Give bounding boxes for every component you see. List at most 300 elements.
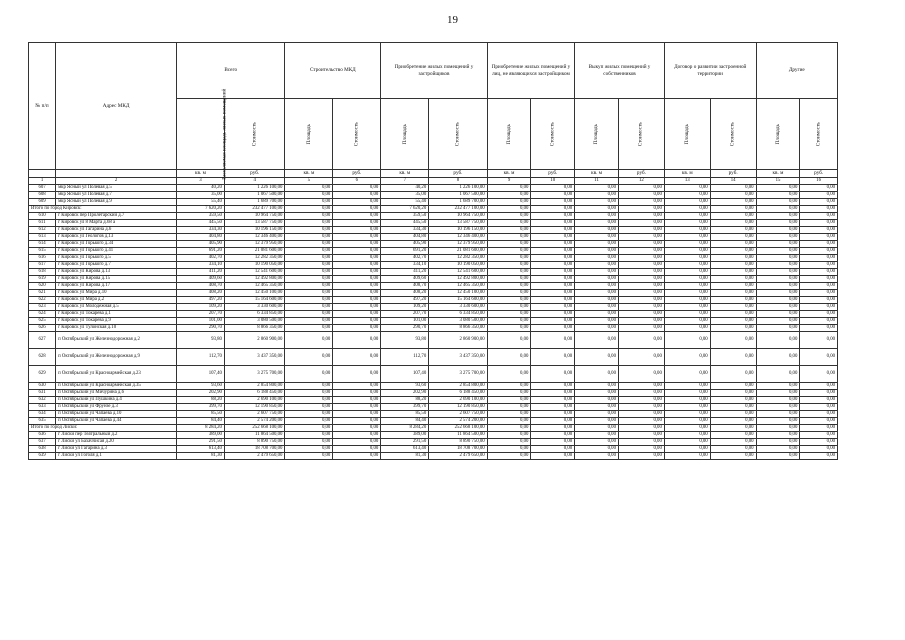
value-cell: 12 541 600,00 (224, 268, 284, 275)
value-cell: 3 330 600,00 (429, 303, 487, 310)
header-ploshad: Площадь (487, 99, 531, 170)
value-cell: 0,00 (710, 247, 756, 254)
value-cell: 0,00 (333, 424, 381, 431)
column-number: 13 (664, 177, 710, 184)
header-stoimost: Стоимость (333, 99, 381, 170)
value-cell: 0,00 (531, 247, 575, 254)
row-number: 627 (29, 331, 56, 348)
table-row (29, 261, 838, 268)
value-cell: 0,00 (664, 212, 710, 219)
value-cell: 0,00 (710, 331, 756, 348)
value-cell: 0,00 (756, 282, 800, 289)
value-cell: 0,00 (618, 226, 664, 233)
value-cell: 0,00 (710, 438, 756, 445)
units-cell: кв. м (285, 170, 333, 178)
value-cell: 0,00 (756, 268, 800, 275)
value-cell: 12 450 100,00 (429, 289, 487, 296)
value-cell: 0,00 (618, 191, 664, 198)
value-cell: 0,00 (575, 410, 619, 417)
value-cell: 18 708 700,00 (429, 445, 487, 452)
value-cell: 389,00 (381, 431, 429, 438)
value-cell: 0,00 (800, 424, 838, 431)
value-cell: 0,00 (710, 424, 756, 431)
address-cell: г Кировск пер Пролетарский д.7 (56, 212, 177, 219)
value-cell: 0,00 (618, 212, 664, 219)
table-row (29, 431, 838, 438)
value-cell: 0,00 (333, 396, 381, 403)
value-cell: 0,00 (756, 331, 800, 348)
value-cell: 7 620,20 (381, 205, 429, 212)
row-number: 607 (29, 184, 56, 191)
value-cell: 0,00 (664, 282, 710, 289)
address-cell: г Кировск ул Горького д.5 (56, 254, 177, 261)
value-cell: 0,00 (800, 282, 838, 289)
value-cell: 389,00 (177, 431, 225, 438)
value-cell: 405,90 (177, 240, 225, 247)
address-cell: г Кировск ул Токарева д.9 (56, 317, 177, 324)
row-number: 609 (29, 198, 56, 205)
value-cell: 0,00 (333, 317, 381, 324)
value-cell: 0,00 (487, 417, 531, 424)
value-cell: 0,00 (575, 226, 619, 233)
value-cell: 0,00 (531, 417, 575, 424)
column-number: 7 (381, 177, 429, 184)
value-cell: 12 379 950,00 (429, 240, 487, 247)
value-cell: 0,00 (756, 424, 800, 431)
value-cell: 0,00 (487, 403, 531, 410)
header-stoimost: Стоимость (531, 99, 575, 170)
value-cell: 55,40 (381, 198, 429, 205)
column-number: 6 (333, 177, 381, 184)
value-cell: 21 081 600,00 (224, 247, 284, 254)
value-cell: 0,00 (487, 184, 531, 191)
value-cell: 0,00 (756, 191, 800, 198)
value-cell: 0,00 (756, 417, 800, 424)
value-cell: 0,00 (618, 184, 664, 191)
value-cell: 0,00 (710, 389, 756, 396)
value-cell: 0,00 (575, 445, 619, 452)
table-row (29, 365, 838, 382)
value-cell: 0,00 (575, 424, 619, 431)
value-cell: 0,00 (285, 296, 333, 303)
value-cell: 12 379 950,00 (224, 240, 284, 247)
value-cell: 0,00 (487, 438, 531, 445)
value-cell: 0,00 (531, 348, 575, 365)
value-cell: 1 689 700,00 (429, 198, 487, 205)
value-cell: 0,00 (333, 233, 381, 240)
value-cell: 0,00 (800, 445, 838, 452)
value-cell: 35,00 (177, 191, 225, 198)
value-cell: 0,00 (575, 310, 619, 317)
value-cell: 359,50 (381, 212, 429, 219)
value-cell: 0,00 (756, 382, 800, 389)
table-row (29, 445, 838, 452)
value-cell: 0,00 (756, 389, 800, 396)
value-cell: 0,00 (285, 261, 333, 268)
value-cell: 232 477 100,00 (224, 205, 284, 212)
value-cell: 0,00 (710, 303, 756, 310)
table-row (29, 254, 838, 261)
value-cell: 0,00 (285, 396, 333, 403)
row-number: 626 (29, 324, 56, 331)
value-cell: 0,00 (487, 296, 531, 303)
value-cell: 691,20 (381, 247, 429, 254)
value-cell: 0,00 (618, 410, 664, 417)
value-cell: 0,00 (531, 233, 575, 240)
value-cell: 0,00 (531, 184, 575, 191)
value-cell: 0,00 (756, 198, 800, 205)
value-cell: 0,00 (756, 205, 800, 212)
units-cell (29, 170, 56, 178)
value-cell: 0,00 (618, 219, 664, 226)
value-cell: 0,00 (333, 289, 381, 296)
value-cell: 0,00 (800, 254, 838, 261)
header-vykup: Выкуп жилых помещений у собственников (575, 43, 665, 99)
table-row (29, 324, 838, 331)
value-cell: 12 450 100,00 (224, 289, 284, 296)
value-cell: 0,00 (800, 205, 838, 212)
value-cell: 0,00 (333, 240, 381, 247)
value-cell: 3 275 700,00 (429, 365, 487, 382)
value-cell: 0,00 (800, 310, 838, 317)
address-cell: п Октябрьский ул Красноармейская д.23 (56, 365, 177, 382)
table-row (29, 219, 838, 226)
address-cell: г Кировск ул 8 Марта д.68 а (56, 219, 177, 226)
value-cell: 0,00 (531, 191, 575, 198)
table-row (29, 296, 838, 303)
value-cell: 0,00 (531, 198, 575, 205)
units-cell: кв. м (381, 170, 429, 178)
value-cell: 0,00 (333, 445, 381, 452)
value-cell: 0,00 (575, 219, 619, 226)
value-cell: 0,00 (664, 348, 710, 365)
table-row (29, 240, 838, 247)
address-cell: п Октябрьский ул Мичурина д.6 (56, 389, 177, 396)
value-cell: 0,00 (800, 452, 838, 459)
value-cell: 81,30 (381, 452, 429, 459)
value-cell: 0,00 (756, 348, 800, 365)
value-cell: 0,00 (618, 289, 664, 296)
value-cell: 252 668 100,00 (429, 424, 487, 431)
value-cell: 0,00 (575, 289, 619, 296)
value-cell: 0,00 (756, 254, 800, 261)
value-cell: 18 708 700,00 (224, 445, 284, 452)
value-cell: 11 864 500,00 (224, 431, 284, 438)
value-cell: 399,70 (177, 403, 225, 410)
value-cell: 0,00 (333, 389, 381, 396)
address-cell: г Кировск ул Гагарина д.6 (56, 226, 177, 233)
value-cell: 0,00 (333, 254, 381, 261)
value-cell: 0,00 (333, 219, 381, 226)
value-cell: 0,00 (487, 268, 531, 275)
value-cell: 0,00 (575, 268, 619, 275)
value-cell: 411,20 (177, 268, 225, 275)
value-cell: 12 346 400,00 (429, 233, 487, 240)
value-cell: 0,00 (333, 205, 381, 212)
value-cell: 10 964 750,00 (224, 212, 284, 219)
value-cell: 0,00 (575, 233, 619, 240)
table-row (29, 331, 838, 348)
value-cell: 0,00 (664, 410, 710, 417)
value-cell: 1 689 700,00 (224, 198, 284, 205)
value-cell: 445,50 (381, 219, 429, 226)
value-cell: 0,00 (618, 317, 664, 324)
value-cell: 0,00 (800, 191, 838, 198)
row-number: 635 (29, 417, 56, 424)
value-cell: 88,20 (381, 396, 429, 403)
value-cell: 0,00 (756, 310, 800, 317)
value-cell: 0,00 (285, 219, 333, 226)
value-cell: 2 860 900,00 (224, 331, 284, 348)
column-numbers-row (29, 177, 838, 184)
value-cell: 0,00 (487, 226, 531, 233)
column-number: 15 (756, 177, 800, 184)
value-cell: 0,00 (710, 410, 756, 417)
row-number: 620 (29, 282, 56, 289)
value-cell: 55,40 (177, 198, 225, 205)
value-cell: 12 541 600,00 (429, 268, 487, 275)
value-cell: 291,50 (177, 438, 225, 445)
value-cell: 0,00 (285, 226, 333, 233)
header-rasselyaemaya: Расселяемая площадь жилых помещений (177, 99, 225, 170)
header-ploshad: Площадь (285, 99, 333, 170)
value-cell: 0,00 (664, 396, 710, 403)
value-cell: 0,00 (800, 348, 838, 365)
value-cell: 404,80 (381, 233, 429, 240)
value-cell: 0,00 (710, 445, 756, 452)
value-cell: 0,00 (618, 198, 664, 205)
value-cell: 0,00 (487, 310, 531, 317)
value-cell: 2 574 200,00 (429, 417, 487, 424)
value-cell: 404,80 (177, 233, 225, 240)
units-cell: кв. м (177, 170, 225, 178)
value-cell: 6 188 450,00 (429, 389, 487, 396)
value-cell: 0,00 (800, 226, 838, 233)
value-cell: 0,00 (575, 382, 619, 389)
units-cell: кв. м (487, 170, 531, 178)
value-cell: 0,00 (618, 382, 664, 389)
value-cell: 0,00 (487, 303, 531, 310)
value-cell: 408,20 (177, 289, 225, 296)
value-cell: 0,00 (575, 296, 619, 303)
value-cell: 0,00 (710, 403, 756, 410)
value-cell: 0,00 (285, 410, 333, 417)
value-cell: 0,00 (800, 198, 838, 205)
value-cell: 0,00 (333, 403, 381, 410)
value-cell: 3 080 500,00 (224, 317, 284, 324)
value-cell: 0,00 (487, 331, 531, 348)
value-cell: 0,00 (531, 282, 575, 289)
value-cell: 12 346 400,00 (224, 233, 284, 240)
value-cell: 0,00 (618, 403, 664, 410)
value-cell: 0,00 (664, 331, 710, 348)
value-cell: 0,00 (333, 310, 381, 317)
table-row (29, 382, 838, 389)
value-cell: 0,00 (285, 424, 333, 431)
value-cell: 0,00 (800, 324, 838, 331)
address-cell: г Кировск ул Горького д.7 (56, 261, 177, 268)
value-cell: 0,00 (664, 389, 710, 396)
value-cell: 0,00 (487, 282, 531, 289)
value-cell: 0,00 (618, 389, 664, 396)
address-cell: г Кировск ул Мира д.10 (56, 289, 177, 296)
value-cell: 40,20 (177, 184, 225, 191)
value-cell: 613,40 (177, 445, 225, 452)
value-cell: 0,00 (285, 452, 333, 459)
value-cell: 0,00 (487, 205, 531, 212)
value-cell: 0,00 (710, 396, 756, 403)
value-cell: 0,00 (333, 438, 381, 445)
value-cell: 8 890 750,00 (429, 438, 487, 445)
value-cell: 81,30 (177, 452, 225, 459)
row-number: 639 (29, 452, 56, 459)
value-cell: 0,00 (575, 331, 619, 348)
value-cell: 2 860 900,00 (429, 331, 487, 348)
value-cell: 2 607 750,00 (224, 410, 284, 417)
value-cell: 0,00 (710, 431, 756, 438)
value-cell: 0,00 (710, 348, 756, 365)
row-number: 612 (29, 226, 56, 233)
value-cell: 0,00 (756, 438, 800, 445)
value-cell: 0,00 (618, 365, 664, 382)
total-label: Итого по город Кировск: (29, 205, 177, 212)
value-cell: 0,00 (756, 184, 800, 191)
value-cell: 0,00 (756, 289, 800, 296)
value-cell: 0,00 (800, 396, 838, 403)
value-cell: 0,00 (756, 303, 800, 310)
value-cell: 0,00 (710, 198, 756, 205)
value-cell: 0,00 (664, 445, 710, 452)
table-row (29, 247, 838, 254)
value-cell: 0,00 (664, 296, 710, 303)
value-cell: 0,00 (664, 438, 710, 445)
value-cell: 0,00 (285, 382, 333, 389)
row-number: 624 (29, 310, 56, 317)
row-number: 617 (29, 261, 56, 268)
value-cell: 0,00 (333, 198, 381, 205)
value-cell: 0,00 (487, 324, 531, 331)
value-cell: 0,00 (664, 452, 710, 459)
units-cell: руб. (224, 170, 284, 178)
row-number: 608 (29, 191, 56, 198)
value-cell: 0,00 (664, 275, 710, 282)
value-cell: 0,00 (285, 282, 333, 289)
value-cell: 6 334 850,00 (224, 310, 284, 317)
value-cell: 0,00 (487, 212, 531, 219)
value-cell: 0,00 (487, 389, 531, 396)
value-cell: 93,80 (381, 331, 429, 348)
value-cell: 84,40 (177, 417, 225, 424)
address-cell: г Лиски ул Гагарина д.3 (56, 445, 177, 452)
value-cell: 0,00 (285, 198, 333, 205)
column-number: 5 (285, 177, 333, 184)
column-number: 2 (56, 177, 177, 184)
value-cell: 88,20 (177, 396, 225, 403)
value-cell: 0,00 (756, 365, 800, 382)
value-cell: 8 890 750,00 (224, 438, 284, 445)
value-cell: 107,40 (177, 365, 225, 382)
value-cell: 0,00 (487, 396, 531, 403)
value-cell: 0,00 (575, 205, 619, 212)
header-no: № п/п (29, 43, 56, 170)
value-cell: 7 620,20 (177, 205, 225, 212)
value-cell: 0,00 (800, 410, 838, 417)
address-cell: п Октябрьский ул Железнодорожная д.9 (56, 348, 177, 365)
value-cell: 112,70 (381, 348, 429, 365)
value-cell: 0,00 (531, 431, 575, 438)
address-cell: г Кировск ул Токарева д.1 (56, 310, 177, 317)
value-cell: 0,00 (333, 303, 381, 310)
value-cell: 0,00 (618, 233, 664, 240)
value-cell: 0,00 (531, 219, 575, 226)
value-cell: 0,00 (710, 233, 756, 240)
value-cell: 0,00 (756, 212, 800, 219)
table-row (29, 282, 838, 289)
value-cell: 0,00 (756, 403, 800, 410)
value-cell: 0,00 (618, 261, 664, 268)
address-cell: п Октябрьский ул Красноармейская д.35 (56, 382, 177, 389)
value-cell: 359,50 (177, 212, 225, 219)
value-cell: 0,00 (800, 317, 838, 324)
value-cell: 0,00 (756, 261, 800, 268)
value-cell: 0,00 (285, 438, 333, 445)
address-cell: г Кировск ул Геологов д.13 (56, 233, 177, 240)
table-body (29, 184, 838, 459)
address-cell: п Октябрьский ул Чапаева д.44 (56, 417, 177, 424)
value-cell: 0,00 (285, 317, 333, 324)
units-cell: кв. м (664, 170, 710, 178)
value-cell: 0,00 (664, 240, 710, 247)
value-cell: 0,00 (575, 240, 619, 247)
value-cell: 0,00 (800, 261, 838, 268)
value-cell: 0,00 (664, 417, 710, 424)
row-number: 616 (29, 254, 56, 261)
address-cell: г Кировск ул Горького д.34 (56, 240, 177, 247)
value-cell: 0,00 (618, 396, 664, 403)
value-cell: 2 574 200,00 (224, 417, 284, 424)
row-number: 625 (29, 317, 56, 324)
value-cell: 0,00 (531, 365, 575, 382)
value-cell: 0,00 (664, 184, 710, 191)
header-ploshad: Площадь (756, 99, 800, 170)
value-cell: 10 196 150,00 (224, 226, 284, 233)
value-cell: 202,90 (381, 389, 429, 396)
address-cell: п Октябрьский ул Чапаева д.10 (56, 410, 177, 417)
value-cell: 0,00 (800, 275, 838, 282)
value-cell: 202,90 (177, 389, 225, 396)
value-cell: 0,00 (333, 365, 381, 382)
value-cell: 0,00 (487, 219, 531, 226)
units-cell (56, 170, 177, 178)
value-cell: 0,00 (710, 296, 756, 303)
value-cell: 207,70 (177, 310, 225, 317)
value-cell: 0,00 (285, 431, 333, 438)
value-cell: 0,00 (333, 296, 381, 303)
value-cell: 402,70 (381, 254, 429, 261)
value-cell: 85,50 (381, 410, 429, 417)
value-cell: 0,00 (575, 261, 619, 268)
value-cell: 0,00 (487, 233, 531, 240)
header-priobr-zastr: Приобретение жилых помещений у застройщиков (381, 43, 487, 99)
units-cell: руб. (800, 170, 838, 178)
value-cell: 0,00 (285, 233, 333, 240)
value-cell: 409,60 (177, 275, 225, 282)
value-cell: 0,00 (618, 303, 664, 310)
row-number: 615 (29, 247, 56, 254)
value-cell: 0,00 (575, 247, 619, 254)
value-cell: 0,00 (531, 382, 575, 389)
value-cell: 334,30 (177, 226, 225, 233)
